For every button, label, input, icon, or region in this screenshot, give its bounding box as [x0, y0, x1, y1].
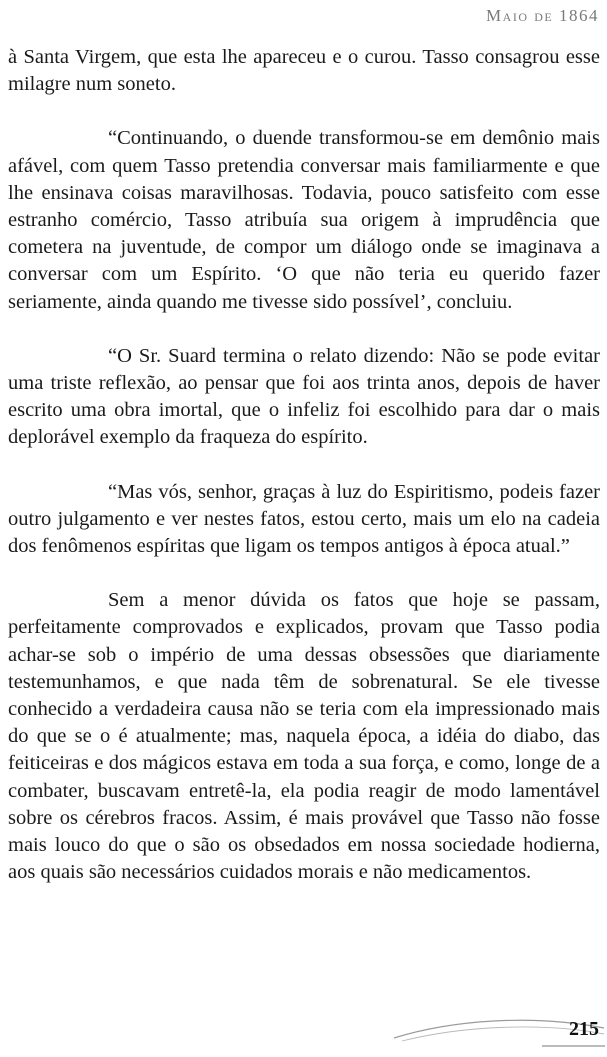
- paragraph-5: Sem a menor dúvida os fatos que hoje se passam, perfeitamente comprovados e explicados, provam que Tasso podia achar-se sob o império de uma dessas obsessões que diariamente testemunhamos, e que nada têm de sobrenatural. Se ele tivesse conhecido a verdadeira causa não se teria com ela impressionado mais do que se o é atualmente; mas, naquela época, a idéia do diabo, das feiticeiras e dos mágicos estava em toda a sua força, e como, longe de a combater, buscavam entretê-la, ela podia reagir de modo lamentável sobre os cérebros fracos. Assim, é mais provável que Tasso não fosse mais louco do que o são os obsedados em nossa sociedade hodierna, aos quais são necessários cuidados morais e não medicamentos.: [8, 589, 600, 884]
- page-number: 215: [569, 1018, 599, 1040]
- paragraph-1: à Santa Virgem, que esta lhe apareceu e o curou. Tasso consagrou esse milagre num soneto.: [8, 46, 600, 96]
- paragraph-4: “Mas vós, senhor, graças à luz do Espiritismo, podeis fazer outro julgamento e ver nestes fatos, estou certo, mais um elo na cadeia dos fenômenos espíritas que ligam os tempos antigos à época atual.”: [8, 480, 600, 558]
- running-head: Maio de 1864: [486, 6, 599, 25]
- paragraph-3: “O Sr. Suard termina o relato dizendo: Não se pode evitar uma triste reflexão, ao pensar que foi aos trinta anos, depois de haver escrito uma obra imortal, que o infeliz foi escolhido para dar o mais deplorável exemplo da fraqueza do espírito.: [8, 344, 600, 449]
- paragraph-2: “Continuando, o duende transformou-se em demônio mais afável, com quem Tasso pretendia conversar mais familiarmente e que lhe ensinava coisas maravilhosas. Todavia, pouco satisfeito com esse estranho comércio, Tasso atribuía sua origem à imprudência que cometera na juventude, de compor um diálogo onde se imaginava a conversar com um Espírito. ‘O que não teria eu querido fazer seriamente, ainda quando me tivesse sido possível’, concluiu.: [8, 127, 600, 313]
- body-text: [8, 44, 600, 913]
